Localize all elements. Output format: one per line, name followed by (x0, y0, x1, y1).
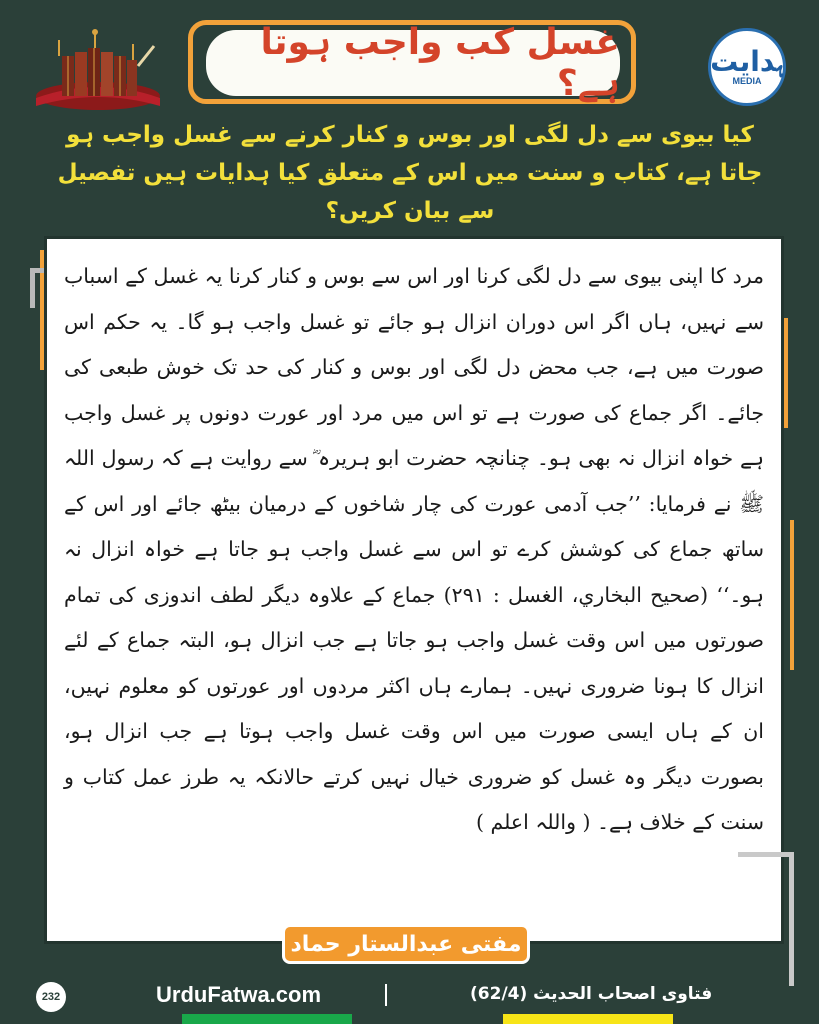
answer-text: مرد کا اپنی بیوی سے دل لگی کرنا اور اس سے بوس و کنار کرنا یہ غسل کے اسباب سے نہیں، ہاں اگر اس دوران انزال ہو جائے تو غسل واجب ہو گا۔ یہ حکم اس صورت میں ہے، جب محض دل لگی اور بوس و کنار کی حد تک خوش طبعی کی جائے۔ اگر جماع کی صورت ہے تو اس میں مرد اور عورت دونوں پر غسل واجب ہے خواہ انزال نہ بھی ہو۔ چنانچہ حضرت ابو ہریرہ ؓ سے روایت ہے کہ رسول اللہ ﷺ نے فرمایا: ’’جب آدمی عورت کی چار شاخوں کے درمیان بیٹھ جائے اور اس کے ساتھ جماع کی کوشش کرے تو اس سے غسل واجب ہو جاتا ہے خواہ انزال نہ ہو۔‘‘ (صحيح البخاري، الغسل : ٢٩١) جماع کے علاوہ دیگر لطف اندوزی کی تمام صورتوں میں اس وقت غسل واجب ہو جاتا ہے جب انزال ہو، البتہ جماع کے لئے انزال کا ہونا ضروری نہیں۔ ہمارے ہاں اکثر مردوں اور عورتوں کو معلوم نہیں، ان کے ہاں ایسی صورت میں اس وقت غسل واجب ہوتا ہے جب انزال ہو، بصورت دیگر وہ غسل کو ضروری خیال نہیں کرتے حالانکہ یہ طرز عمل کتاب و سنت کے خلاف ہے۔ ( واللہ اعلم ) (64, 264, 764, 834)
accent-line-right-lower (790, 520, 794, 670)
footer-bar-yellow (503, 1014, 673, 1024)
logo-mark: ﮨﺪﺍﯾﺖ (710, 45, 784, 78)
website-link[interactable]: UrduFatwa.com (156, 982, 322, 1007)
footer-bar-green (182, 1014, 352, 1024)
author-badge (282, 924, 530, 964)
page-number: 232 (36, 982, 66, 1012)
books-illustration (28, 26, 168, 112)
book-reference: فتاوی اصحاب الحدیث (62/4) (470, 984, 713, 1004)
footer-divider (385, 984, 387, 1006)
page-title: غسل کب واجب ہوتا ہے؟ (260, 22, 620, 104)
corner-decoration-bottom (738, 852, 794, 986)
title-banner (206, 22, 620, 104)
media-logo (708, 28, 786, 106)
question-text: کیا بیوی سے دل لگی اور بوس و کنار کرنے سے غسل واجب ہو جاتا ہے، کتاب و سنت میں اس کے متعلق کیا ہدایات ہیں تفصیل سے بیان کریں؟ (57, 122, 763, 224)
accent-line-right (784, 318, 788, 428)
logo-subtext: MEDIA (732, 76, 762, 86)
author-name: مفتی عبدالستار حماد (290, 931, 522, 957)
